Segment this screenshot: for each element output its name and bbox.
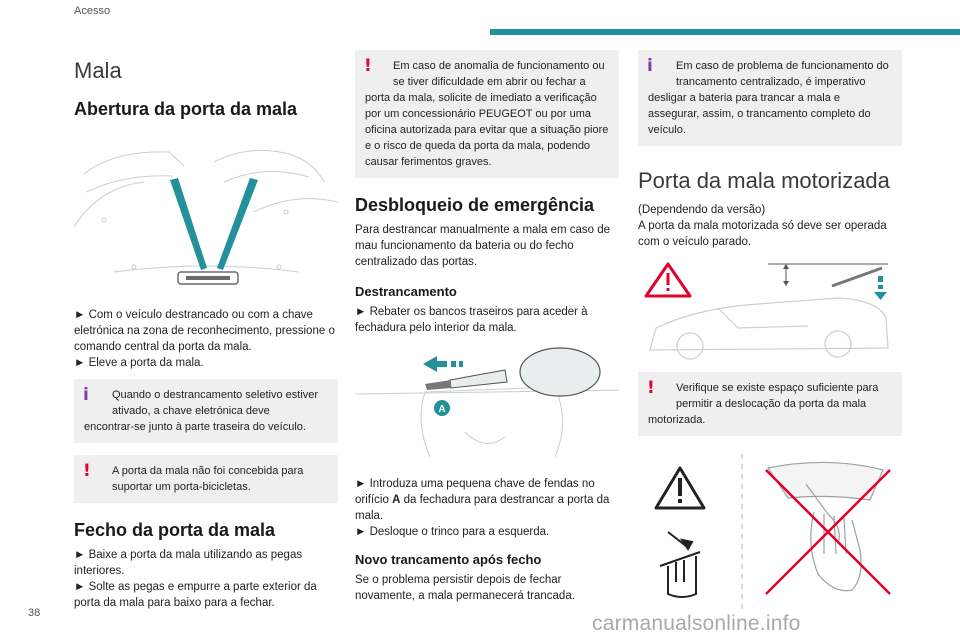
unlock-step-2: ► Introduza uma pequena chave de fendas no orifício A da fechadura para destrancar a porta da mala. (355, 478, 610, 522)
heading-close-trunk: Fecho da porta da mala (74, 520, 276, 540)
warning-note-malfunction (355, 50, 619, 178)
emergency-text: Para destrancar manualmente a mala em caso de mau funcionamento da bateria ou do fecho centralizado das portas. (355, 224, 611, 268)
header-accent-bar (490, 29, 960, 35)
warning-triangle-icon (656, 468, 704, 508)
figure-emergency-lock (355, 342, 619, 460)
relock-text: Se o problema persistir depois de fechar novamente, a mala permanecerá trancada. (355, 574, 575, 602)
close-step-2: ► Solte as pegas e empurre a parte exterior da porta da mala para baixo para a fechar. (74, 581, 317, 609)
powered-intro-2: A porta da mala motorizada só deve ser operada com o veículo parado. (638, 220, 887, 248)
warning-note-text-1: Verifique se existe espaço suficiente para permitir a deslocação da porta da mala (676, 382, 879, 410)
unlock-step-3: ► Desloque o trinco para a esquerda. (355, 526, 550, 538)
open-step-1: ► Com o veículo destrancado ou com a chave eletrónica na zona de reconhecimento, pressione o comando central da porta da mala. (74, 309, 335, 353)
unlock-step-1: ► Rebater os bancos traseiros para aceder à fechadura pelo interior da mala. (355, 306, 588, 334)
info-note-text-2: encontrar-se junto à parte traseira do veículo. (84, 421, 306, 433)
info-note-central-locking (638, 50, 902, 146)
watermark: carmanualsonline.info (592, 612, 801, 635)
marker-a-label: A (438, 404, 446, 415)
section-title-mala: Mala (74, 58, 122, 83)
screwdriver-lock-illustration (355, 342, 619, 460)
warning-note-clearance (638, 372, 902, 436)
info-note-text-2: desligar a bateria para trancar a mala e assegurar, assim, o trancamento completo do veículo. (648, 92, 871, 136)
heading-unlock: Destrancamento (355, 284, 457, 299)
running-head: Acesso (74, 5, 111, 17)
trunk-button-illustration (74, 132, 338, 287)
close-step-1: ► Baixe a porta da mala utilizando as pegas interiores. (74, 549, 303, 577)
warning-icon: ! (364, 56, 372, 76)
column-1 (74, 50, 338, 611)
info-note-selective-unlock (74, 379, 338, 443)
figure-pinch-warning (638, 454, 902, 609)
section-title-powered-tailgate: Porta da mala motorizada (638, 168, 890, 193)
warning-note-bike-rack (74, 455, 338, 503)
warning-note-text-1: Em caso de anomalia de funcionamento ou se tiver dificuldade em abrir ou fechar a (393, 60, 605, 88)
info-icon: i (83, 385, 89, 405)
column-2 (355, 50, 619, 604)
figure-tailgate-clearance (638, 258, 902, 360)
heading-open-trunk: Abertura da porta da mala (74, 99, 298, 119)
powered-intro-1: (Dependendo da versão) (638, 204, 766, 216)
warning-icon: ! (83, 461, 91, 481)
heading-emergency-release: Desbloqueio de emergência (355, 195, 595, 215)
warning-triangle-icon (646, 264, 690, 296)
figure-trunk-open-button (74, 132, 338, 287)
warning-note-text-2: motorizada. (648, 414, 706, 426)
pinch-warning-illustration (638, 454, 902, 609)
warning-note-text: A porta da mala não foi concebida para suportar um porta-bicicletas. (112, 465, 304, 493)
warning-icon: ! (647, 378, 655, 398)
info-note-text-1: Quando o destrancamento seletivo estiver ativado, a chave eletrónica deve (112, 389, 319, 417)
warning-note-text-2: porta da mala, solicite de imediato a verificação por um concessionário PEUGEOT ou por uma oficina autorizada para evitar que a situação piore e o risco de queda da porta da mala, podendo causar ferimentos graves. (365, 92, 609, 168)
heading-relock: Novo trancamento após fecho (355, 552, 542, 567)
open-step-2: ► Eleve a porta da mala. (74, 357, 204, 369)
page-number: 38 (28, 607, 41, 619)
hand-press-icon (660, 532, 700, 597)
car-clearance-illustration (638, 258, 902, 360)
info-icon: i (647, 56, 653, 76)
info-note-text-1: Em caso de problema de funcionamento do trancamento centralizado, é imperativo (676, 60, 889, 88)
column-3 (638, 50, 902, 609)
